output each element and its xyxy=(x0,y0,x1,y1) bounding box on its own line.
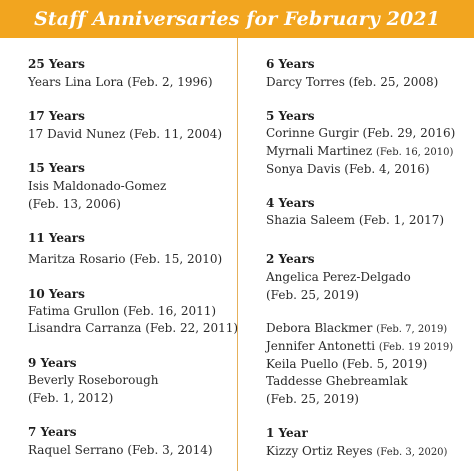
staff-entry xyxy=(266,144,453,158)
heading-11-years: 11 Years xyxy=(28,231,85,245)
staff-entry xyxy=(266,339,453,353)
staff-entry-date: (Feb. 25, 2019) xyxy=(266,392,359,406)
staff-name: Debora Blackmer xyxy=(266,321,377,335)
heading-17-years: 17 Years xyxy=(28,109,85,123)
staff-entry-date: (Feb. 13, 2006) xyxy=(28,197,121,211)
staff-entry: Raquel Serrano (Feb. 3, 2014) xyxy=(28,443,213,457)
staff-entry: 17 David Nunez (Feb. 11, 2004) xyxy=(28,127,223,141)
heading-5-years: 5 Years xyxy=(266,109,315,123)
staff-date: (Feb. 7, 2019) xyxy=(376,324,448,335)
staff-entry: Isis Maldonado-Gomez xyxy=(28,179,167,193)
staff-name: Myrnali Martinez xyxy=(266,144,376,158)
staff-entry: Beverly Roseborough xyxy=(28,373,159,387)
staff-entry xyxy=(266,321,447,335)
heading-7-years: 7 Years xyxy=(28,425,77,439)
staff-entry xyxy=(266,444,447,458)
staff-date: (Feb. 3, 2020) xyxy=(376,447,448,458)
staff-entry-date: (Feb. 1, 2012) xyxy=(28,391,114,405)
staff-entry: Taddesse Ghebreamlak xyxy=(266,374,408,388)
staff-name: Jennifer Antonetti xyxy=(266,339,379,353)
heading-15-years: 15 Years xyxy=(28,161,85,175)
heading-1-year: 1 Year xyxy=(266,426,308,440)
heading-2-years: 2 Years xyxy=(266,252,315,266)
staff-entry: Lisandra Carranza (Feb. 22, 2011) xyxy=(28,321,239,335)
heading-4-years: 4 Years xyxy=(266,196,315,210)
staff-date: (Feb. 16, 2010) xyxy=(375,147,454,158)
heading-9-years: 9 Years xyxy=(28,356,77,370)
staff-entry: Maritza Rosario (Feb. 15, 2010) xyxy=(28,252,223,266)
staff-entry: Keila Puello (Feb. 5, 2019) xyxy=(266,357,428,371)
column-divider xyxy=(237,38,238,471)
heading-25-years: 25 Years xyxy=(28,57,85,71)
staff-entry: Sonya Davis (Feb. 4, 2016) xyxy=(266,162,430,176)
staff-entry: Angelica Perez-Delgado xyxy=(266,270,411,284)
staff-entry: Darcy Torres (feb. 25, 2008) xyxy=(266,75,439,89)
page-header xyxy=(0,0,474,38)
staff-entry: Shazia Saleem (Feb. 1, 2017) xyxy=(266,213,445,227)
staff-entry: Fatima Grullon (Feb. 16, 2011) xyxy=(28,304,217,318)
staff-entry: Corinne Gurgir (Feb. 29, 2016) xyxy=(266,126,456,140)
staff-date: (Feb. 19 2019) xyxy=(378,342,454,353)
heading-6-years: 6 Years xyxy=(266,57,315,71)
page-title: Staff Anniversaries for February 2021 xyxy=(34,8,440,30)
heading-10-years: 10 Years xyxy=(28,287,85,301)
staff-entry-date: (Feb. 25, 2019) xyxy=(266,288,359,302)
staff-entry: Years Lina Lora (Feb. 2, 1996) xyxy=(28,75,213,89)
staff-name: Kizzy Ortiz Reyes xyxy=(266,444,377,458)
